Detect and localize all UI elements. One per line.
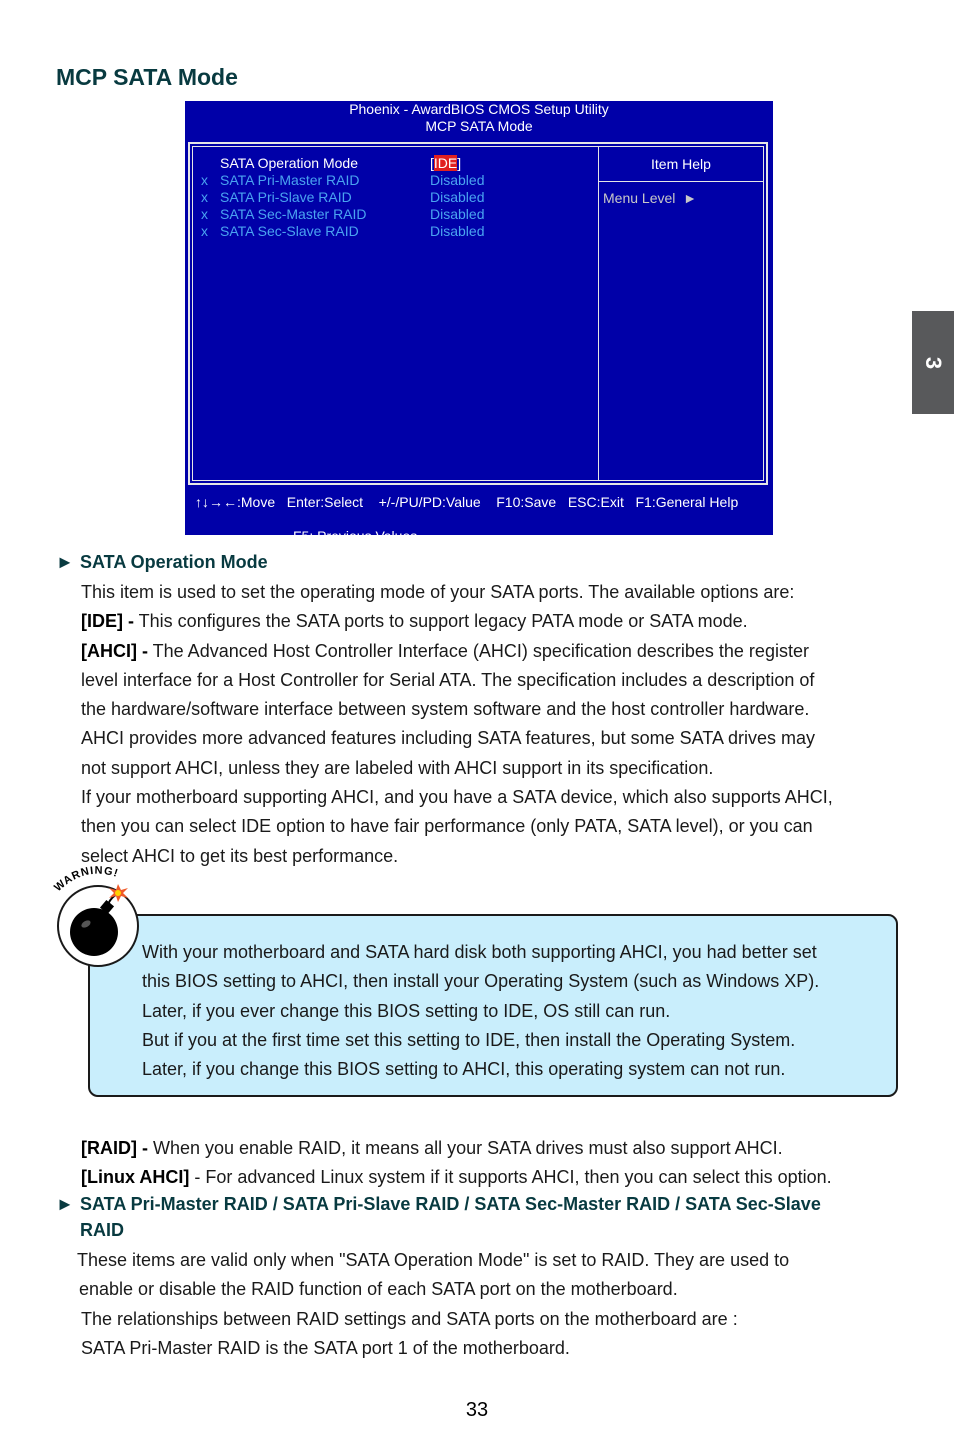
- selected-value-highlight: IDE: [433, 155, 458, 171]
- option-raid: [81, 1134, 832, 1163]
- triangle-right-icon: ►: [56, 1194, 74, 1214]
- warning-line: Later, if you ever change this BIOS setting to IDE, OS still can run.: [142, 1000, 671, 1021]
- text-line: If your motherboard supporting AHCI, and you have a SATA device, which also supports AHCI,: [81, 787, 833, 808]
- bios-item-sata-sec-slave-raid[interactable]: [193, 223, 598, 240]
- warning-line: this BIOS setting to AHCI, then install your Operating System (such as Windows XP).: [142, 971, 820, 992]
- option-text: The Advanced Host Controller Interface (AHCI) specification describes the register: [147, 640, 809, 661]
- warning-callout: [88, 914, 898, 1097]
- bios-item-mark: x: [201, 189, 208, 205]
- text-line: level interface for a Host Controller for Serial ATA. The specification includes a description of: [81, 669, 815, 690]
- bios-item-label: SATA Sec-Master RAID: [220, 206, 367, 222]
- triangle-right-icon: ►: [683, 190, 698, 206]
- bios-item-mark: x: [201, 206, 208, 222]
- bios-item-sata-pri-master-raid[interactable]: [193, 172, 598, 189]
- section1-more: [81, 1134, 832, 1193]
- bios-frame-inner: [192, 146, 764, 481]
- bios-item-sata-sec-master-raid[interactable]: [193, 206, 598, 223]
- option-text: - For advanced Linux system if it supports AHCI, then you can select this option.: [189, 1167, 832, 1188]
- chapter-number: 3: [921, 356, 946, 369]
- bios-item-value: Disabled: [430, 223, 485, 239]
- footer-f7: F7: Optimized Defaults: [520, 545, 663, 561]
- bios-screen: [185, 101, 773, 561]
- item-help-title: Item Help: [651, 156, 711, 172]
- option-ahci: [81, 637, 833, 666]
- text-line: The relationships between RAID settings and SATA ports on the motherboard are :: [81, 1308, 738, 1329]
- bios-item-label: SATA Operation Mode: [220, 155, 358, 171]
- text-line: then you can select IDE option to have fair performance (only PATA, SATA level), or you can: [81, 816, 813, 837]
- warning-line: Later, if you change this BIOS setting to AHCI, this operating system can not run.: [142, 1059, 786, 1080]
- bracket-open: [: [430, 155, 434, 171]
- bios-item-value: Disabled: [430, 172, 485, 188]
- text-line: select AHCI to get its best performance.: [81, 845, 399, 866]
- text-line: AHCI provides more advanced features including SATA features, but some SATA drives may: [81, 728, 816, 749]
- warning-bomb-icon: [50, 866, 150, 970]
- bios-help-divider: [598, 181, 763, 182]
- menu-level: [603, 190, 697, 207]
- option-text: This configures the SATA ports to support legacy PATA mode or SATA mode.: [134, 611, 748, 632]
- section1-body: [81, 578, 833, 871]
- bios-frame: [188, 142, 768, 485]
- section-heading-text: SATA Operation Mode: [80, 552, 268, 572]
- section-heading-text: SATA Pri-Master RAID / SATA Pri-Slave RAID / SATA Sec-Master RAID / SATA Sec-Slave: [80, 1194, 821, 1214]
- bios-title: Phoenix - AwardBIOS CMOS Setup Utility: [349, 101, 609, 117]
- bios-item-label: SATA Pri-Slave RAID: [220, 189, 352, 205]
- text-line: the hardware/software interface between system software and the host controller hardware.: [81, 699, 810, 720]
- chapter-tab: [912, 311, 954, 414]
- warning-badge-label: WARNING!: [52, 866, 120, 895]
- option-key: [AHCI] -: [81, 640, 148, 661]
- section-heading-text-2: RAID: [80, 1220, 124, 1240]
- option-text: When you enable RAID, it means all your SATA drives must also support AHCI.: [147, 1138, 783, 1158]
- intro-text: This item is used to set the operating mode of your SATA ports. The available options are:: [81, 582, 795, 602]
- triangle-right-icon: ►: [56, 552, 74, 572]
- footer-f5: F5: Previous Values: [293, 528, 418, 544]
- bios-item-value[interactable]: [430, 155, 461, 172]
- page-title: MCP SATA Mode: [56, 64, 238, 90]
- warning-line: With your motherboard and SATA hard disk both supporting AHCI, you had better set: [142, 942, 817, 962]
- bios-item-mark: x: [201, 172, 208, 188]
- section-heading-sata-operation-mode: [56, 549, 268, 575]
- bios-item-sata-pri-slave-raid[interactable]: [193, 189, 598, 206]
- warning-line: But if you at the first time set this setting to IDE, then install the Operating System.: [142, 1029, 796, 1050]
- bios-footer-keys-2: [185, 511, 773, 579]
- text-line: SATA Pri-Master RAID is the SATA port 1 of the motherboard.: [81, 1337, 570, 1358]
- option-ide: [81, 607, 833, 636]
- option-key: [RAID] -: [81, 1138, 148, 1158]
- bios-column-divider: [598, 147, 599, 480]
- text-line: These items are valid only when "SATA Operation Mode" is set to RAID. They are used to: [77, 1250, 790, 1270]
- bios-item-label: SATA Sec-Slave RAID: [220, 223, 359, 239]
- bios-item-mark: x: [201, 223, 208, 239]
- option-key: [IDE] -: [81, 611, 134, 632]
- option-key: [Linux AHCI]: [81, 1167, 190, 1188]
- menu-level-label: Menu Level: [603, 190, 676, 206]
- bios-item-sata-operation-mode[interactable]: [193, 155, 598, 172]
- section-heading-raid-ports: [56, 1191, 821, 1243]
- section2-body: [77, 1246, 789, 1363]
- bios-item-label: SATA Pri-Master RAID: [220, 172, 360, 188]
- warning-text: [142, 938, 819, 1084]
- bios-item-value: Disabled: [430, 189, 485, 205]
- bios-subtitle: MCP SATA Mode: [425, 118, 533, 134]
- bios-footer-keys: ↑↓→←:Move Enter:Select +/-/PU/PD:Value F10:Save ESC:Exit F1:General Help: [195, 494, 739, 510]
- bracket-close: ]: [457, 155, 462, 171]
- option-linux-ahci: [81, 1163, 832, 1192]
- text-line: not support AHCI, unless they are labeled with AHCI support in its specification.: [81, 757, 714, 778]
- text-line: enable or disable the RAID function of each SATA port on the motherboard.: [79, 1279, 678, 1300]
- page-number: 33: [465, 1399, 489, 1421]
- bios-item-value: Disabled: [430, 206, 485, 222]
